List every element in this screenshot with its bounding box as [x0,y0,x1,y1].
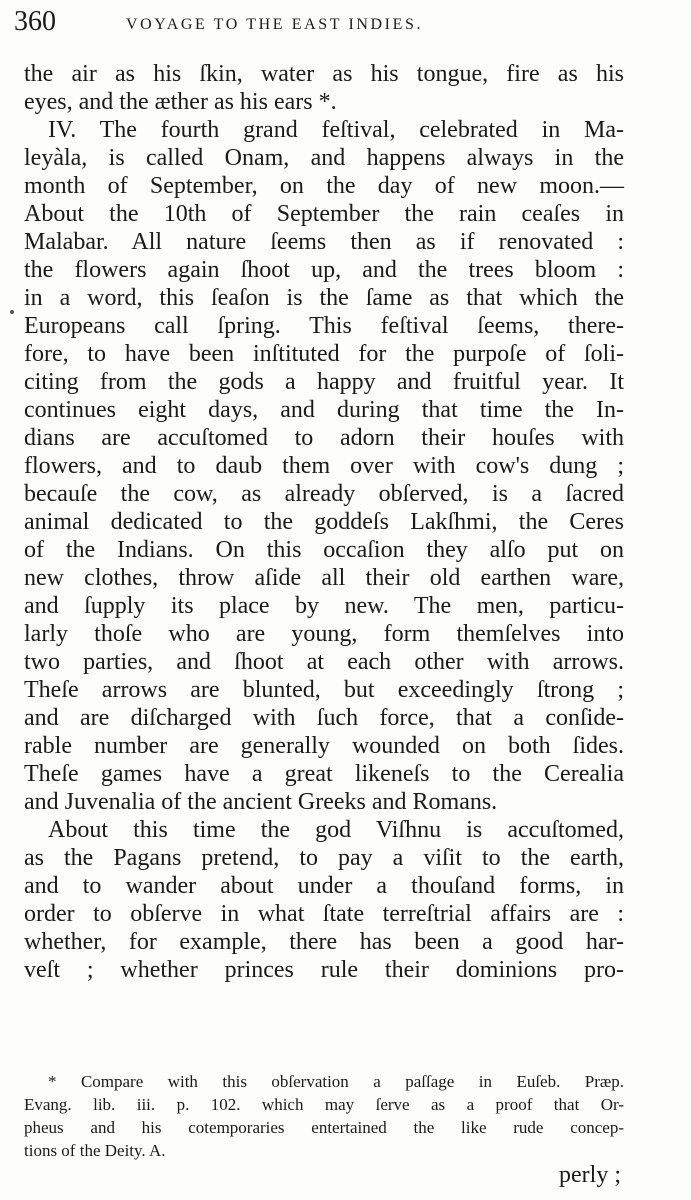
text-line: of the Indians. On this occaſion they alſo put on [24,537,624,563]
running-head: VOYAGE TO THE EAST INDIES. [126,16,424,33]
text-line: eyes, and the æther as his ears *. [24,89,337,115]
text-line: two parties, and ſhoot at each other with arrows. [24,649,624,675]
text-line: the air as his ſkin, water as his tongue, fire as his [24,61,624,87]
footnote-line: * Compare with this obſervation a paſſage in Euſeb. Præp. [48,1072,624,1091]
catchword: perly ; [559,1162,621,1188]
text-line: and Juvenalia of the ancient Greeks and Romans. [24,789,498,815]
footnote-line: Evang. lib. iii. p. 102. which may ſerve as a proof that Or- [24,1095,624,1114]
text-line: About this time the god Viſhnu is accuſtomed, [48,817,624,843]
ink-speck [10,310,14,314]
text-line: Theſe arrows are blunted, but exceedingly ſtrong ; [24,677,624,703]
body-text [24,60,624,984]
text-line: citing from the gods a happy and fruitful year. It [24,369,624,395]
text-line: new clothes, throw aſide all their old earthen ware, [24,565,624,591]
text-line: Malabar. All nature ſeems then as if renovated : [24,229,624,255]
text-line: becauſe the cow, as already obſerved, is a ſacred [24,481,624,507]
text-line: veſt ; whether princes rule their dominions pro- [24,957,624,983]
text-line: Europeans call ſpring. This feſtival ſeems, there- [24,313,624,339]
text-line: leyàla, is called Onam, and happens always in the [24,145,624,171]
footnote-line: tions of the Deity. A. [24,1141,166,1160]
text-line: and ſupply its place by new. The men, particu- [24,593,624,619]
footnote [24,1070,624,1162]
text-line: IV. The fourth grand feſtival, celebrated in Ma- [48,117,624,143]
page-header [14,6,671,46]
text-line: flowers, and to daub them over with cow's dung ; [24,453,624,479]
text-line: the flowers again ſhoot up, and the trees bloom : [24,257,624,283]
text-line: rable number are generally wounded on both ſides. [24,733,624,759]
text-line: month of September, on the day of new moon.— [24,173,624,199]
footnote-line: pheus and his cotemporaries entertained the like rude concep- [24,1118,624,1137]
text-line: About the 10th of September the rain ceaſes in [24,201,624,227]
text-line: fore, to have been inſtituted for the purpoſe of ſoli- [24,341,624,367]
text-line: dians are accuſtomed to adorn their houſes with [24,425,624,451]
text-line: animal dedicated to the goddeſs Lakſhmi, the Ceres [24,509,624,535]
text-line: as the Pagans pretend, to pay a viſit to the earth, [24,845,624,871]
text-line: continues eight days, and during that time the In- [24,397,624,423]
text-line: and are diſcharged with ſuch force, that a conſide- [24,705,624,731]
text-line: Theſe games have a great likeneſs to the Cerealia [24,761,624,787]
text-line: in a word, this ſeaſon is the ſame as that which the [24,285,624,311]
text-line: whether, for example, there has been a good har- [24,929,624,955]
text-line: larly thoſe who are young, form themſelves into [24,621,624,647]
text-line: and to wander about under a thouſand forms, in [24,873,624,899]
text-line: order to obſerve in what ſtate terreſtrial affairs are : [24,901,624,927]
page-number: 360 [14,6,56,37]
